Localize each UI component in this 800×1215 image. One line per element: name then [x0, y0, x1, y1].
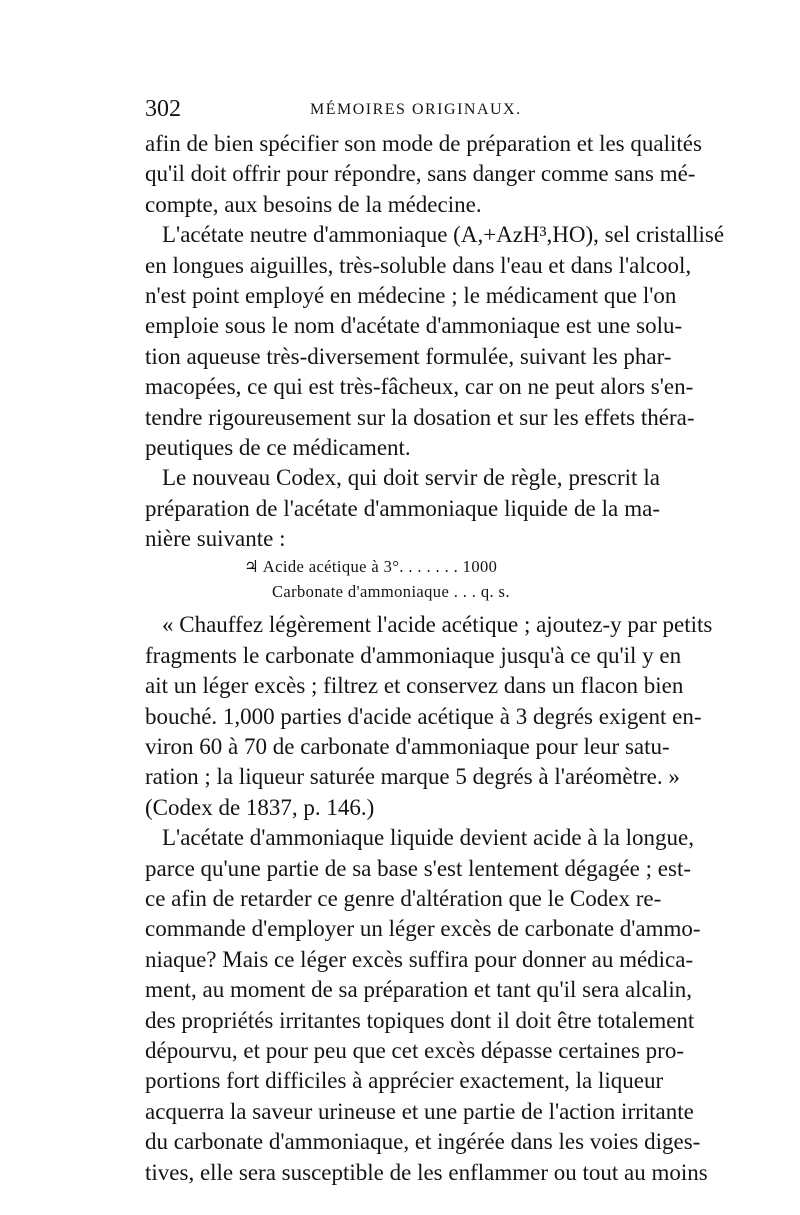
text-line: L'acétate neutre d'ammoniaque (A,+AzH³,HO), sel cristallisé — [162, 222, 725, 248]
formula-line: Carbonate d'ammoniaque . . . q. s. — [272, 582, 510, 602]
text-line: parce qu'une partie de sa base s'est lentement dégagée ; est- — [145, 855, 691, 881]
text-line: ce afin de retarder ce genre d'altération que le Codex re- — [145, 885, 662, 911]
text-line: Le nouveau Codex, qui doit servir de règle, prescrit la — [162, 465, 660, 491]
text-line: qu'il doit offrir pour répondre, sans danger comme sans mé- — [145, 161, 696, 187]
text-line: du carbonate d'ammoniaque, et ingérée dans les voies diges- — [145, 1129, 701, 1155]
text-line: niaque? Mais ce léger excès suffira pour donner au médica- — [145, 946, 694, 972]
text-line: ration ; la liqueur saturée marque 5 degrés à l'aréomètre. » — [145, 764, 680, 790]
text-line: L'acétate d'ammoniaque liquide devient acide à la longue, — [162, 825, 694, 851]
text-line: tives, elle sera susceptible de les enflammer ou tout au moins — [145, 1159, 708, 1185]
formula-line: ♃ Acide acétique à 3°. . . . . . . 1000 — [244, 557, 498, 577]
text-line: tendre rigoureusement sur la dosation et sur les effets théra- — [145, 404, 695, 430]
text-line: acquerra la saveur urineuse et une partie de l'action irritante — [145, 1098, 694, 1124]
text-line: macopées, ce qui est très-fâcheux, car on ne peut alors s'en- — [145, 374, 694, 400]
body-text — [0, 129, 800, 1188]
text-line: bouché. 1,000 parties d'acide acétique à 3 degrés exigent en- — [145, 703, 702, 729]
text-line: des propriétés irritantes topiques dont il doit être totalement — [145, 1007, 695, 1033]
text-line: (Codex de 1837, p. 146.) — [145, 794, 375, 820]
text-line: portions fort difficiles à apprécier exactement, la liqueur — [145, 1068, 664, 1094]
text-line: dépourvu, et pour peu que cet excès dépasse certaines pro- — [145, 1037, 684, 1063]
text-line: nière suivante : — [145, 526, 286, 552]
text-line: emploie sous le nom d'acétate d'ammoniaque est une solu- — [145, 313, 683, 339]
text-line: peutiques de ce médicament. — [145, 434, 411, 460]
text-line: viron 60 à 70 de carbonate d'ammoniaque pour leur satu- — [145, 734, 670, 760]
text-line: afin de bien spécifier son mode de préparation et les qualités — [145, 131, 702, 156]
page-number: 302 — [145, 96, 181, 122]
text-line: « Chauffez légèrement l'acide acétique ; ajoutez-y par petits — [162, 612, 713, 638]
text-line: compte, aux besoins de la médecine. — [145, 191, 482, 217]
text-line: n'est point employé en médecine ; le médicament que l'on — [145, 282, 677, 308]
text-line: tion aqueuse très-diversement formulée, suivant les phar- — [145, 343, 672, 369]
text-line: préparation de l'acétate d'ammoniaque liquide de la ma- — [145, 495, 660, 521]
running-head — [145, 96, 665, 126]
text-line: fragments le carbonate d'ammoniaque jusqu'à ce qu'il y en — [145, 642, 682, 668]
text-line: commande d'employer un léger excès de carbonate d'ammo- — [145, 916, 701, 942]
text-line: ment, au moment de sa préparation et tant qu'il sera alcalin, — [145, 977, 693, 1003]
text-line: en longues aiguilles, très-soluble dans l'eau et dans l'alcool, — [145, 252, 692, 278]
running-title: MÉMOIRES ORIGINAUX. — [310, 101, 522, 118]
text-line: ait un léger excès ; filtrez et conservez dans un flacon bien — [145, 673, 684, 699]
